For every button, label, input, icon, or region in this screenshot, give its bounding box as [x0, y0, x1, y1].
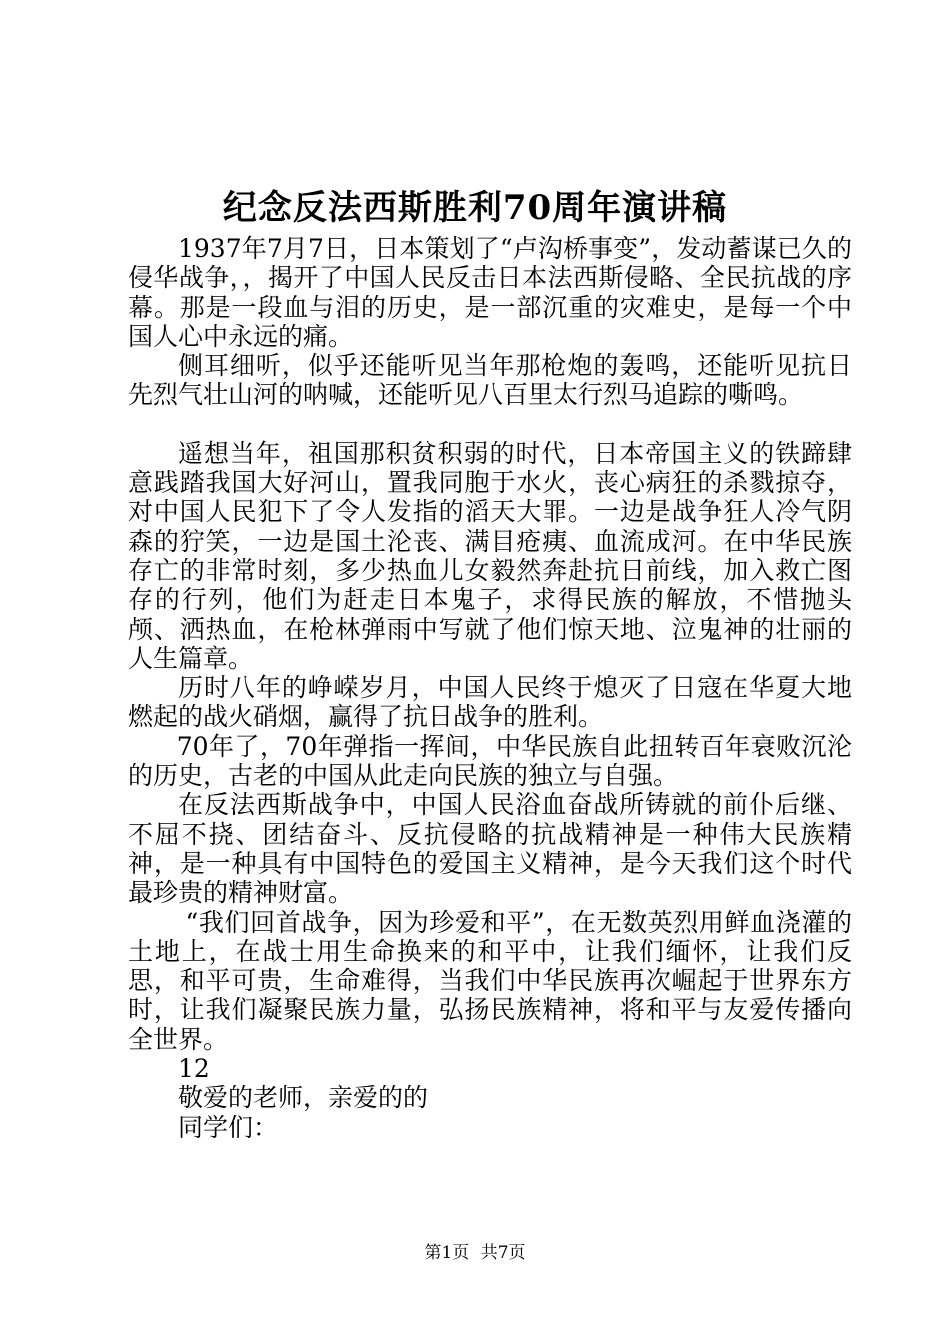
- page-title: 纪念反法西斯胜利70周年演讲稿: [222, 188, 728, 228]
- paragraph-9: 敬爱的老师，亲爱的的: [178, 1083, 429, 1113]
- page-number: 第1页: [424, 1243, 470, 1263]
- paragraph-10: 同学们：: [178, 1112, 279, 1142]
- paragraph-7: “我们回首战争，因为珍爱和平”，在无数英烈用鲜血浇灌的土地上，在战士用生命换来的和平中，让我们缅怀，让我们反思，和平可贵，生命难得，当我们中华民族再次崛起于世界东方时，让我们凝聚民族力量，弘扬民族精神，将和平与友爱传播向全世界。: [128, 907, 852, 1054]
- paragraph-3: 遥想当年，祖国那积贫积弱的时代，日本帝国主义的铁蹄肆意践踏我国大好河山，置我同胞于水火，丧心病狂的杀戮掠夺，对中国人民犯下了令人发指的滔天大罪。一边是战争狂人冷气阴森的狞笑，一边是国土沦丧、满目疮痍、血流成河。在中华民族存亡的非常时刻，多少热血儿女毅然奔赴抗日前线，加入救亡图存的行列，他们为赶走日本鬼子，求得民族的解放，不惜抛头颅、洒热血，在枪林弹雨中写就了他们惊天地、泣鬼神的壮丽的人生篇章。: [128, 438, 852, 673]
- paragraph-4: 历时八年的峥嵘岁月，中国人民终于熄灭了日寇在华夏大地燃起的战火硝烟，赢得了抗日战争的胜利。: [128, 673, 852, 732]
- blank-line: [128, 410, 852, 439]
- paragraph-8: 12: [178, 1054, 210, 1084]
- paragraph-1: 1937年7月7日，日本策划了“卢沟桥事变”，发动蓄谋已久的侵华战争，，揭开了中国人民反击日本法西斯侵略、全民抗战的序幕。那是一段血与泪的历史，是一部沉重的灾难史，是每一个中国人心中永远的痛。: [128, 234, 852, 351]
- paragraph-6: 在反法西斯战争中，中国人民浴血奋战所铸就的前仆后继、不屈不挠、团结奋斗、反抗侵略的抗战精神是一种伟大民族精神，是一种具有中国特色的爱国主义精神，是今天我们这个时代最珍贵的精神财富。: [128, 790, 852, 908]
- page-total: 共7页: [480, 1243, 526, 1263]
- page-footer: [0, 1242, 950, 1264]
- paragraph-5: 70年了，70年弹指一挥间，中华民族自此扭转百年衰败沉沦的历史，古老的中国从此走向民族的独立与自强。: [128, 731, 852, 791]
- paragraph-2: 侧耳细听，似乎还能听见当年那枪炮的轰鸣，还能听见抗日先烈气壮山河的呐喊，还能听见八百里太行烈马追踪的嘶鸣。: [128, 351, 852, 410]
- document-body: [128, 234, 852, 1142]
